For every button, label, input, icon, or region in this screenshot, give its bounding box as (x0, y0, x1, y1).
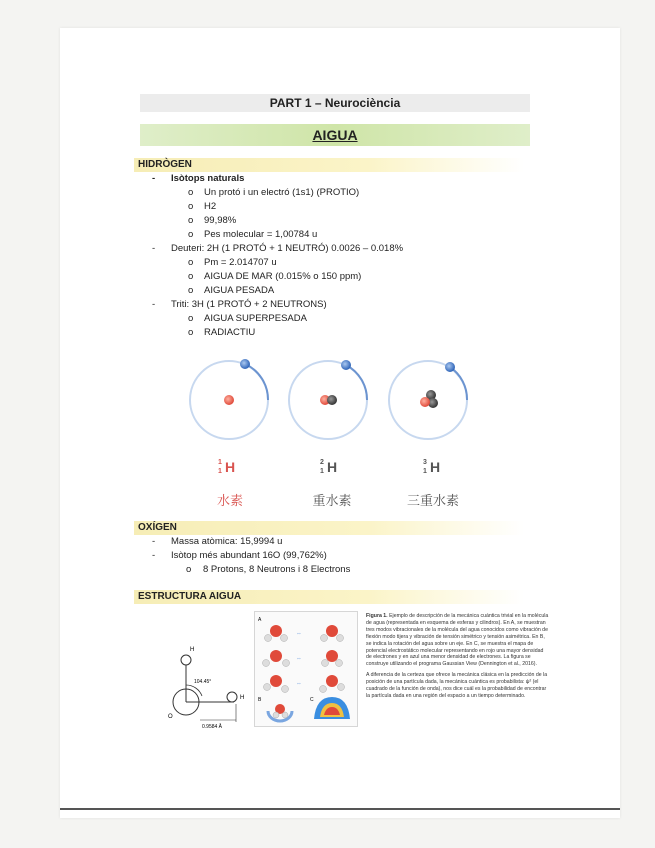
bullet-circle: o (188, 285, 194, 296)
hydrogen-atom (181, 655, 191, 665)
svg-text:⇔: ⇔ (296, 681, 302, 687)
water-vibration-figure (254, 611, 358, 727)
bullet-dash: - (152, 243, 156, 254)
electron (445, 362, 455, 372)
triti-heading: Triti: 3H (1 PROTÓ + 2 NEUTRONS) (171, 299, 327, 310)
deuterium-atom (289, 360, 367, 439)
bullet-circle: o (188, 215, 194, 226)
bullet-circle: o (186, 564, 192, 575)
isotope-symbol-1: 1 1 H (218, 459, 236, 475)
oxigen-subitem: 8 Protons, 8 Neutrons i 8 Electrons (203, 564, 351, 575)
orbit-highlight (450, 367, 467, 400)
isotope-name-2: 重水素 (312, 493, 352, 508)
bullet-circle: o (188, 271, 194, 282)
isotope-diagram (170, 350, 480, 460)
water-geometry-diagram (164, 640, 254, 735)
bullet-circle: o (188, 187, 194, 198)
page-edge (60, 808, 620, 810)
protio-item: Un protó i un electró (1s1) (PROTIO) (204, 187, 360, 198)
figure-caption (366, 613, 550, 704)
orbit-highlight (245, 364, 268, 400)
protio-item: 99,98% (204, 215, 237, 226)
bullet-circle: o (188, 201, 194, 212)
isotope-symbol-3: 3 1 H (423, 459, 441, 475)
caption-body: Ejemplo de descripción de la mecánica cuántica trivial en la molécula de agua (representada en esquema de esferas y cilindros). En A, se muestran tres modos vibracionales de la molécula del agua conocidos como vibración de flexión modo tijera y vibración de tensión simétrico y tensión asimétrica. En B, se indica la rotación del agua sobre un eje. En C, se muestra el mapa de potencial electrostático molecular representando en rojo una mayor densidad de electrones y en azul una menor densidad de electrones. La figura se construye utilizando el programa Gaussian View (Dennington et al., 2016). (366, 613, 549, 668)
svg-text:⇔: ⇔ (296, 631, 302, 637)
tritium-atom (389, 361, 467, 439)
triti-item: RADIACTIU (204, 327, 256, 338)
deuteri-item: AIGUA PESADA (204, 285, 275, 296)
protium-atom (190, 359, 268, 439)
proton (420, 397, 430, 407)
deuteri-heading: Deuteri: 2H (1 PROTÓ + 1 NEUTRÓ) 0.0026 – 0.018% (171, 243, 404, 254)
caption-note: A diferencia de la certeza que ofrece la mecánica clásica en la predicción de la posición de una partícula dada, la mecánica cuántica es probabilista: ψ² (el cuadrado de la función de onda), nos dice cuál es la probabilidad de encontrar la partícula dada en una región del espacio a un tiempo determinado. (366, 672, 548, 699)
bullet-dash: - (152, 550, 156, 561)
isotope-name-1: 水素 (216, 493, 243, 508)
bullet-circle: o (188, 229, 194, 240)
protio-item: H2 (204, 201, 217, 212)
section-hidrogen: HIDRÒGEN (134, 158, 524, 172)
oxigen-item: Isòtop més abundant 16O (99,762%) (171, 550, 327, 561)
isotope-symbol-2: 2 1 H (320, 459, 338, 475)
svg-text:C: C (310, 697, 314, 703)
electron (341, 360, 351, 370)
bond-length-label: 0.9584 Å (202, 724, 223, 730)
bullet-dash: - (152, 299, 156, 310)
protio-item: Pes molecular = 1,00784 u (204, 229, 318, 240)
part-title: PART 1 – Neurociència (140, 94, 530, 112)
section-oxigen: OXÍGEN (134, 521, 524, 535)
orbit-highlight (346, 365, 367, 400)
bullet-circle: o (188, 313, 194, 324)
neutron (327, 395, 337, 405)
deuteri-item: Pm = 2.014707 u (204, 257, 277, 268)
svg-text:B: B (258, 697, 262, 703)
h-label: H (240, 695, 245, 701)
isotops-heading: Isòtops naturals (171, 173, 245, 184)
h-label: H (190, 647, 195, 653)
svg-text:⇔: ⇔ (296, 656, 302, 662)
bullet-circle: o (188, 257, 194, 268)
bullet-circle: o (188, 327, 194, 338)
o-label: O (168, 714, 173, 720)
isotope-name-3: 三重水素 (406, 493, 459, 508)
hydrogen-atom (227, 692, 237, 702)
svg-text:A: A (258, 617, 262, 623)
bullet-dash: - (152, 536, 156, 547)
bond-angle-label: 104.45° (194, 679, 212, 685)
electron (240, 359, 250, 369)
main-title: AIGUA (140, 124, 530, 146)
section-estructura: ESTRUCTURA AIGUA (134, 590, 524, 604)
caption-title: Figura 1. (366, 613, 388, 619)
proton (224, 395, 234, 405)
oxigen-item: Massa atòmica: 15,9994 u (171, 536, 283, 547)
triti-item: AIGUA SUPERPESADA (204, 313, 307, 324)
bullet-dash: - (152, 173, 156, 184)
deuteri-item: AIGUA DE MAR (0.015% o 150 ppm) (204, 271, 362, 282)
